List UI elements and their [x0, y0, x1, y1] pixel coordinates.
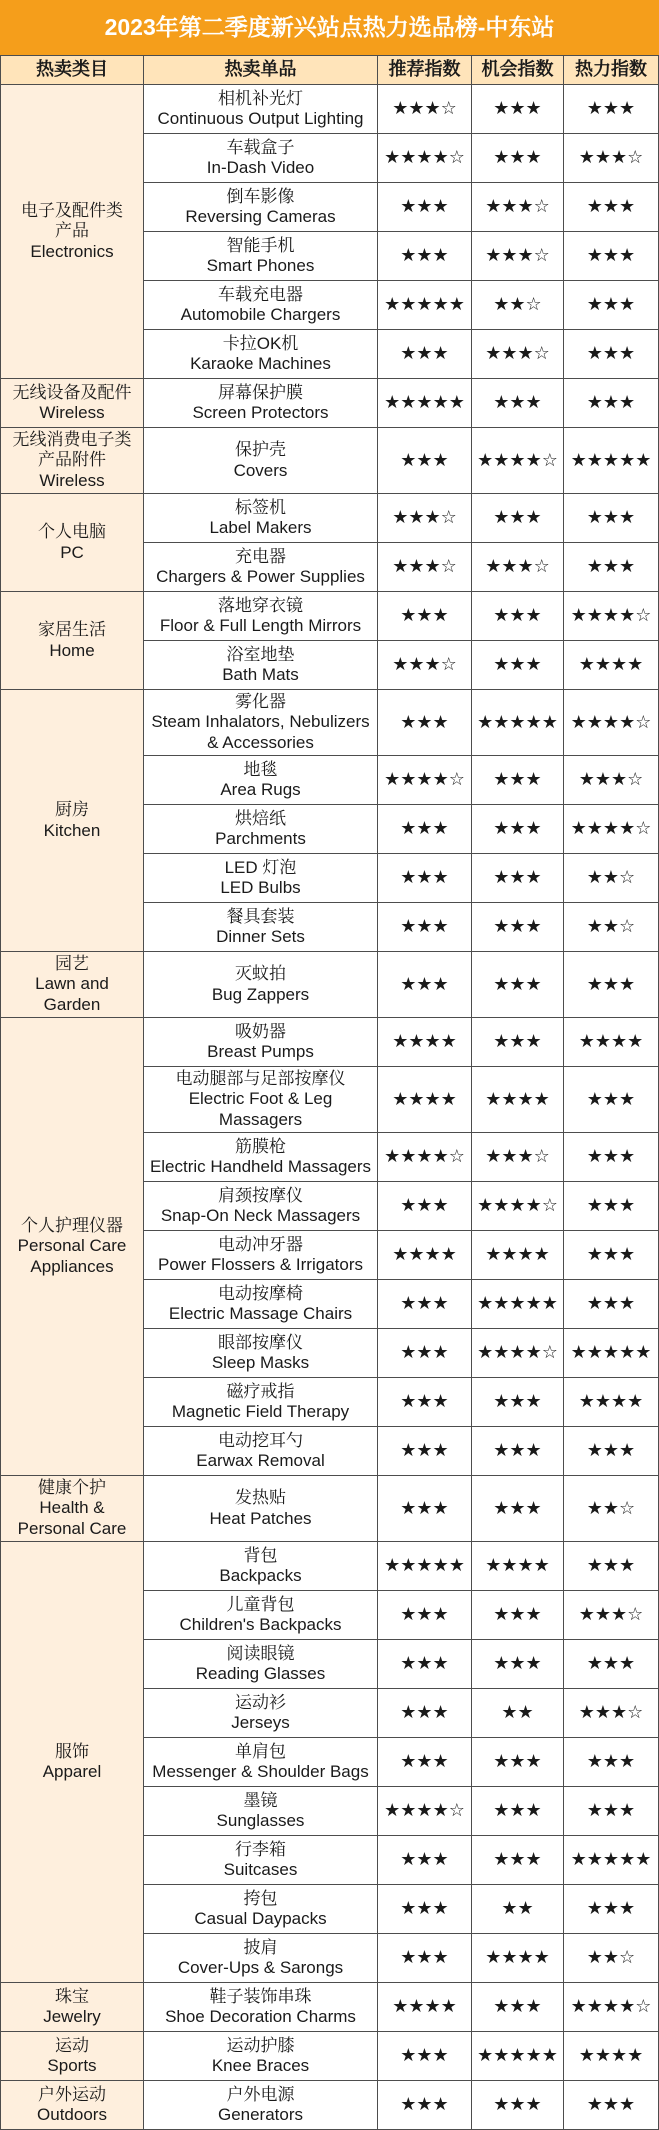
product-cell: [144, 1280, 377, 1328]
product-cell: [144, 1640, 377, 1688]
product-name-cn: 吸奶器: [235, 1021, 286, 1041]
product-name-cn: 单肩包: [235, 1741, 286, 1761]
product-name-en: Sleep Masks: [211, 1353, 310, 1372]
heat-index: ★★★: [564, 494, 658, 542]
ranking-table: [0, 55, 659, 2130]
product-cell: [144, 1018, 377, 1066]
product-cell: [144, 2081, 377, 2129]
opportunity-index: ★★★: [472, 903, 563, 951]
category-cell: [1, 690, 143, 951]
product-cell: [144, 1427, 377, 1475]
category-cell: [1, 379, 143, 427]
category-cell: [1, 494, 143, 591]
column-header-recommend-index: 推荐指数: [378, 56, 471, 84]
product-name-en: Automobile Chargers: [180, 305, 341, 324]
recommend-index: ★★★: [378, 1427, 471, 1475]
column-header-opportunity-index: 机会指数: [472, 56, 563, 84]
category-name-cn: 健康个护: [38, 1477, 106, 1497]
opportunity-index: ★★★☆: [472, 330, 563, 378]
product-cell: [144, 330, 377, 378]
product-cell: [144, 903, 377, 951]
heat-index: ★★★: [564, 1133, 658, 1181]
product-name-cn: 充电器: [235, 546, 286, 566]
product-name-cn: 运动护膝: [226, 2035, 295, 2055]
opportunity-index: ★★★★☆: [472, 1329, 563, 1377]
category-name-cn: 厨房: [55, 800, 89, 820]
category-name-en: Sports: [47, 2056, 97, 2075]
product-name-cn: 肩颈按摩仪: [218, 1185, 303, 1205]
opportunity-index: ★★★: [472, 379, 563, 427]
product-name-en: Electric Handheld Massagers: [149, 1157, 372, 1176]
product-name-en: Children's Backpacks: [179, 1615, 342, 1634]
heat-index: ★★★★☆: [564, 805, 658, 853]
product-name-en: Snap-On Neck Massagers: [160, 1206, 361, 1225]
product-name-cn: 智能手机: [226, 235, 295, 255]
product-name-cn: 保护壳: [235, 440, 286, 460]
category-name-cn: 户外运动: [38, 2084, 106, 2104]
product-name-en: Dinner Sets: [216, 927, 305, 946]
product-name-cn: 背包: [243, 1545, 278, 1565]
heat-index: ★★★☆: [564, 134, 658, 182]
category-name-en: Electronics: [30, 241, 114, 261]
product-name-en: Power Flossers & Irrigators: [158, 1255, 363, 1274]
product-cell: [144, 1934, 377, 1982]
product-name-en: Jerseys: [231, 1713, 290, 1732]
heat-index: ★★★★: [564, 2032, 658, 2080]
category-cell: [1, 1542, 143, 1982]
product-cell: [144, 952, 377, 1017]
heat-index: ★★★: [564, 1067, 658, 1132]
product-cell: [144, 1542, 377, 1590]
product-cell: [144, 1182, 377, 1230]
opportunity-index: ★★★★: [472, 1934, 563, 1982]
product-name-cn: 电动冲牙器: [218, 1234, 303, 1254]
product-cell: [144, 1689, 377, 1737]
heat-index: ★★★★☆: [564, 1983, 658, 2031]
heat-index: ★★★: [564, 379, 658, 427]
category-name-cn: 运动: [55, 2035, 89, 2055]
column-header-category: 热卖类目: [1, 56, 143, 84]
product-name-en: Reversing Cameras: [185, 207, 336, 226]
product-name-en: Label Makers: [209, 518, 312, 537]
product-name-cn: 运动衫: [235, 1692, 286, 1712]
opportunity-index: ★★★★: [472, 1231, 563, 1279]
product-name-en: Heat Patches: [209, 1508, 312, 1528]
product-cell: [144, 854, 377, 902]
product-name-en: In-Dash Video: [206, 158, 315, 177]
product-cell: [144, 1983, 377, 2031]
opportunity-index: ★★★: [472, 1378, 563, 1426]
product-name-en: Screen Protectors: [192, 403, 329, 422]
opportunity-index: ★★★: [472, 1738, 563, 1786]
recommend-index: ★★★: [378, 428, 471, 493]
product-name-en: Electric Massage Chairs: [168, 1304, 353, 1323]
product-name-cn: 地毯: [243, 759, 278, 779]
product-cell: [144, 428, 377, 493]
heat-index: ★★★★★: [564, 428, 658, 493]
opportunity-index: ★★★: [472, 2081, 563, 2129]
product-cell: [144, 641, 377, 689]
recommend-index: ★★★: [378, 232, 471, 280]
category-cell: [1, 428, 143, 493]
recommend-index: ★★★: [378, 1329, 471, 1377]
opportunity-index: ★★★: [472, 952, 563, 1017]
opportunity-index: ★★☆: [472, 281, 563, 329]
product-name-cn: 浴室地垫: [226, 644, 295, 664]
heat-index: ★★★: [564, 543, 658, 591]
opportunity-index: ★★: [472, 1689, 563, 1737]
recommend-index: ★★★: [378, 183, 471, 231]
product-name-en: Earwax Removal: [196, 1451, 325, 1470]
product-name-cn: 户外电源: [226, 2084, 295, 2104]
heat-index: ★★★☆: [564, 756, 658, 804]
product-cell: [144, 183, 377, 231]
product-name-cn: 灭蚊拍: [235, 964, 286, 984]
product-cell: [144, 494, 377, 542]
opportunity-index: ★★★: [472, 854, 563, 902]
opportunity-index: ★★★: [472, 756, 563, 804]
product-name-cn: 挎包: [243, 1888, 278, 1908]
category-name-en: Wireless: [39, 470, 105, 490]
category-cell: [1, 2032, 143, 2080]
recommend-index: ★★★☆: [378, 641, 471, 689]
heat-index: ★★★: [564, 1885, 658, 1933]
product-name-cn: 眼部按摩仪: [218, 1332, 303, 1352]
product-cell: [144, 1133, 377, 1181]
recommend-index: ★★★☆: [378, 85, 471, 133]
heat-index: ★★★★: [564, 1018, 658, 1066]
recommend-index: ★★★: [378, 1934, 471, 1982]
opportunity-index: ★★★★★: [472, 690, 563, 755]
recommend-index: ★★★: [378, 2081, 471, 2129]
product-name-en: Magnetic Field Therapy: [171, 1402, 350, 1421]
opportunity-index: ★★★: [472, 494, 563, 542]
category-cell: [1, 1983, 143, 2031]
category-name-cn: 无线消费电子类 产品附件: [12, 429, 132, 470]
recommend-index: ★★★: [378, 592, 471, 640]
product-name-en: Floor & Full Length Mirrors: [159, 616, 362, 635]
opportunity-index: ★★★: [472, 1476, 563, 1541]
category-name-en: PC: [60, 542, 84, 562]
product-cell: [144, 1591, 377, 1639]
heat-index: ★★★: [564, 1640, 658, 1688]
product-cell: [144, 1738, 377, 1786]
recommend-index: ★★★★: [378, 1067, 471, 1132]
product-name-cn: 电动腿部与足部按摩仪: [175, 1068, 346, 1088]
recommend-index: ★★★★☆: [378, 1787, 471, 1835]
category-name-cn: 园艺: [55, 953, 89, 973]
category-name-en: Lawn and Garden: [35, 974, 109, 1014]
product-cell: [144, 1067, 377, 1132]
product-cell: [144, 232, 377, 280]
category-cell: [1, 1476, 143, 1541]
heat-index: ★★★: [564, 183, 658, 231]
category-cell: [1, 952, 143, 1017]
product-name-cn: 鞋子装饰串珠: [209, 1986, 312, 2006]
product-name-en: Cover-Ups & Sarongs: [177, 1958, 344, 1977]
product-name-cn: 墨镜: [243, 1790, 278, 1810]
heat-index: ★★★★☆: [564, 690, 658, 755]
recommend-index: ★★★: [378, 1182, 471, 1230]
heat-index: ★★★★★: [564, 1329, 658, 1377]
recommend-index: ★★★★☆: [378, 1133, 471, 1181]
product-name-en: Karaoke Machines: [190, 354, 331, 373]
category-name-cn: 服饰: [55, 1741, 89, 1761]
product-name-en: LED Bulbs: [220, 878, 301, 897]
recommend-index: ★★★★★: [378, 1542, 471, 1590]
product-name-cn: 烘焙纸: [235, 808, 286, 828]
product-name-en: Knee Braces: [211, 2056, 310, 2075]
heat-index: ★★☆: [564, 903, 658, 951]
product-name-en: Continuous Output Lighting: [157, 109, 364, 128]
opportunity-index: ★★★: [472, 592, 563, 640]
product-cell: [144, 1476, 377, 1541]
opportunity-index: ★★★: [472, 1640, 563, 1688]
product-name-cn: 磁疗戒指: [226, 1381, 295, 1401]
recommend-index: ★★★: [378, 903, 471, 951]
recommend-index: ★★★★: [378, 1231, 471, 1279]
product-name-cn: 屏幕保护膜: [218, 382, 303, 402]
recommend-index: ★★★★★: [378, 379, 471, 427]
recommend-index: ★★★★: [378, 1018, 471, 1066]
opportunity-index: ★★★: [472, 1983, 563, 2031]
opportunity-index: ★★★★☆: [472, 1182, 563, 1230]
recommend-index: ★★★☆: [378, 494, 471, 542]
product-name-cn: LED 灯泡: [224, 857, 297, 877]
product-cell: [144, 134, 377, 182]
heat-index: ★★☆: [564, 1934, 658, 1982]
product-cell: [144, 756, 377, 804]
heat-index: ★★★: [564, 1182, 658, 1230]
recommend-index: ★★★★☆: [378, 756, 471, 804]
product-name-cn: 相机补光灯: [218, 88, 303, 108]
product-name-en: Area Rugs: [220, 780, 301, 799]
product-cell: [144, 85, 377, 133]
heat-index: ★★★: [564, 1427, 658, 1475]
recommend-index: ★★★: [378, 1836, 471, 1884]
opportunity-index: ★★★☆: [472, 232, 563, 280]
page-title: 2023年第二季度新兴站点热力选品榜-中东站: [0, 0, 659, 55]
product-cell: [144, 1378, 377, 1426]
recommend-index: ★★★: [378, 1280, 471, 1328]
category-name-en: Kitchen: [43, 820, 101, 840]
product-name-cn: 卡拉OK机: [222, 333, 299, 353]
product-cell: [144, 1836, 377, 1884]
opportunity-index: ★★★: [472, 1018, 563, 1066]
category-name-en: Jewelry: [43, 2007, 101, 2026]
recommend-index: ★★★: [378, 1885, 471, 1933]
recommend-index: ★★★: [378, 330, 471, 378]
product-name-cn: 倒车影像: [226, 186, 295, 206]
heat-index: ★★★: [564, 1787, 658, 1835]
product-name-cn: 行李箱: [235, 1839, 286, 1859]
product-name-en: Covers: [233, 460, 288, 480]
product-cell: [144, 1231, 377, 1279]
product-name-cn: 标签机: [235, 497, 286, 517]
product-name-en: Shoe Decoration Charms: [165, 2007, 356, 2026]
opportunity-index: ★★★★☆: [472, 428, 563, 493]
category-name-cn: 个人电脑: [38, 522, 106, 542]
product-name-en: Messenger & Shoulder Bags: [152, 1762, 369, 1781]
product-name-en: Bug Zappers: [211, 984, 310, 1004]
heat-index: ★★★★★: [564, 1836, 658, 1884]
product-cell: [144, 592, 377, 640]
product-name-cn: 筋膜枪: [235, 1136, 286, 1156]
heat-index: ★★★: [564, 1280, 658, 1328]
heat-index: ★★★: [564, 952, 658, 1017]
category-name-en: Health & Personal Care: [17, 1498, 127, 1538]
category-cell: [1, 592, 143, 689]
product-name-en: Smart Phones: [206, 256, 315, 275]
opportunity-index: ★★★: [472, 1836, 563, 1884]
product-cell: [144, 1885, 377, 1933]
opportunity-index: ★★★★: [472, 1542, 563, 1590]
product-cell: [144, 805, 377, 853]
recommend-index: ★★★★: [378, 1983, 471, 2031]
product-name-cn: 雾化器: [235, 691, 286, 711]
recommend-index: ★★★: [378, 690, 471, 755]
category-name-en: Outdoors: [37, 2105, 107, 2124]
heat-index: ★★★: [564, 281, 658, 329]
opportunity-index: ★★★: [472, 85, 563, 133]
opportunity-index: ★★★☆: [472, 1133, 563, 1181]
product-name-en: Sunglasses: [216, 1811, 305, 1830]
heat-index: ★★★: [564, 1542, 658, 1590]
product-name-en: Electric Foot & Leg Massagers: [188, 1089, 333, 1129]
heat-index: ★★★: [564, 2081, 658, 2129]
column-header-heat-index: 热力指数: [564, 56, 658, 84]
product-name-cn: 发热贴: [235, 1488, 286, 1508]
column-header-product: 热卖单品: [144, 56, 377, 84]
heat-index: ★★☆: [564, 854, 658, 902]
product-name-cn: 儿童背包: [226, 1594, 295, 1614]
product-name-en: Generators: [217, 2105, 304, 2124]
product-name-en: Reading Glasses: [195, 1664, 326, 1683]
opportunity-index: ★★★: [472, 641, 563, 689]
product-name-cn: 车载盒子: [226, 137, 295, 157]
product-name-en: Bath Mats: [222, 665, 299, 684]
category-name-en: Wireless: [39, 403, 105, 422]
heat-index: ★★☆: [564, 1476, 658, 1541]
product-cell: [144, 1787, 377, 1835]
category-name-en: Apparel: [42, 1762, 102, 1781]
product-name-en: Casual Daypacks: [194, 1909, 327, 1928]
heat-index: ★★★: [564, 1738, 658, 1786]
heat-index: ★★★: [564, 232, 658, 280]
product-cell: [144, 2032, 377, 2080]
opportunity-index: ★★★: [472, 1427, 563, 1475]
heat-index: ★★★: [564, 85, 658, 133]
product-cell: [144, 379, 377, 427]
recommend-index: ★★★: [378, 1476, 471, 1541]
product-name-en: Parchments: [215, 829, 306, 848]
product-name-en: Breast Pumps: [207, 1042, 314, 1061]
product-name-en: Backpacks: [219, 1566, 302, 1585]
product-name-cn: 披肩: [243, 1937, 278, 1957]
product-name-cn: 餐具套装: [226, 906, 295, 926]
recommend-index: ★★★☆: [378, 543, 471, 591]
opportunity-index: ★★★☆: [472, 543, 563, 591]
category-name-cn: 无线设备及配件: [12, 382, 132, 402]
product-name-cn: 电动挖耳勺: [218, 1430, 303, 1450]
category-name-cn: 珠宝: [55, 1986, 89, 2006]
recommend-index: ★★★: [378, 1378, 471, 1426]
recommend-index: ★★★★☆: [378, 134, 471, 182]
category-cell: [1, 1018, 143, 1475]
category-cell: [1, 85, 143, 378]
product-cell: [144, 690, 377, 755]
product-name-cn: 电动按摩椅: [218, 1283, 303, 1303]
heat-index: ★★★☆: [564, 1591, 658, 1639]
opportunity-index: ★★: [472, 1885, 563, 1933]
opportunity-index: ★★★★: [472, 1067, 563, 1132]
category-name-en: Home: [49, 640, 95, 660]
heat-index: ★★★★☆: [564, 592, 658, 640]
product-name-en: Chargers & Power Supplies: [156, 567, 365, 586]
product-cell: [144, 281, 377, 329]
heat-index: ★★★: [564, 330, 658, 378]
recommend-index: ★★★: [378, 1738, 471, 1786]
category-cell: [1, 2081, 143, 2129]
product-cell: [144, 543, 377, 591]
opportunity-index: ★★★: [472, 805, 563, 853]
category-name-cn: 电子及配件类 产品: [21, 200, 123, 241]
category-name-en: Personal Care Appliances: [17, 1236, 127, 1276]
recommend-index: ★★★: [378, 1689, 471, 1737]
recommend-index: ★★★: [378, 2032, 471, 2080]
recommend-index: ★★★★★: [378, 281, 471, 329]
opportunity-index: ★★★☆: [472, 183, 563, 231]
opportunity-index: ★★★: [472, 1787, 563, 1835]
recommend-index: ★★★: [378, 1640, 471, 1688]
recommend-index: ★★★: [378, 952, 471, 1017]
opportunity-index: ★★★★★: [472, 2032, 563, 2080]
recommend-index: ★★★: [378, 805, 471, 853]
heat-index: ★★★: [564, 1231, 658, 1279]
product-name-cn: 车载充电器: [218, 284, 303, 304]
heat-index: ★★★☆: [564, 1689, 658, 1737]
product-name-en: Steam Inhalators, Nebulizers & Accessories: [151, 712, 370, 752]
product-name-en: Suitcases: [223, 1860, 298, 1879]
opportunity-index: ★★★: [472, 134, 563, 182]
heat-index: ★★★★: [564, 1378, 658, 1426]
recommend-index: ★★★: [378, 854, 471, 902]
opportunity-index: ★★★★★: [472, 1280, 563, 1328]
opportunity-index: ★★★: [472, 1591, 563, 1639]
category-name-cn: 家居生活: [38, 620, 106, 640]
product-name-cn: 落地穿衣镜: [218, 595, 303, 615]
heat-index: ★★★★: [564, 641, 658, 689]
recommend-index: ★★★: [378, 1591, 471, 1639]
product-cell: [144, 1329, 377, 1377]
category-name-cn: 个人护理仪器: [21, 1215, 123, 1235]
product-name-cn: 阅读眼镜: [226, 1643, 295, 1663]
